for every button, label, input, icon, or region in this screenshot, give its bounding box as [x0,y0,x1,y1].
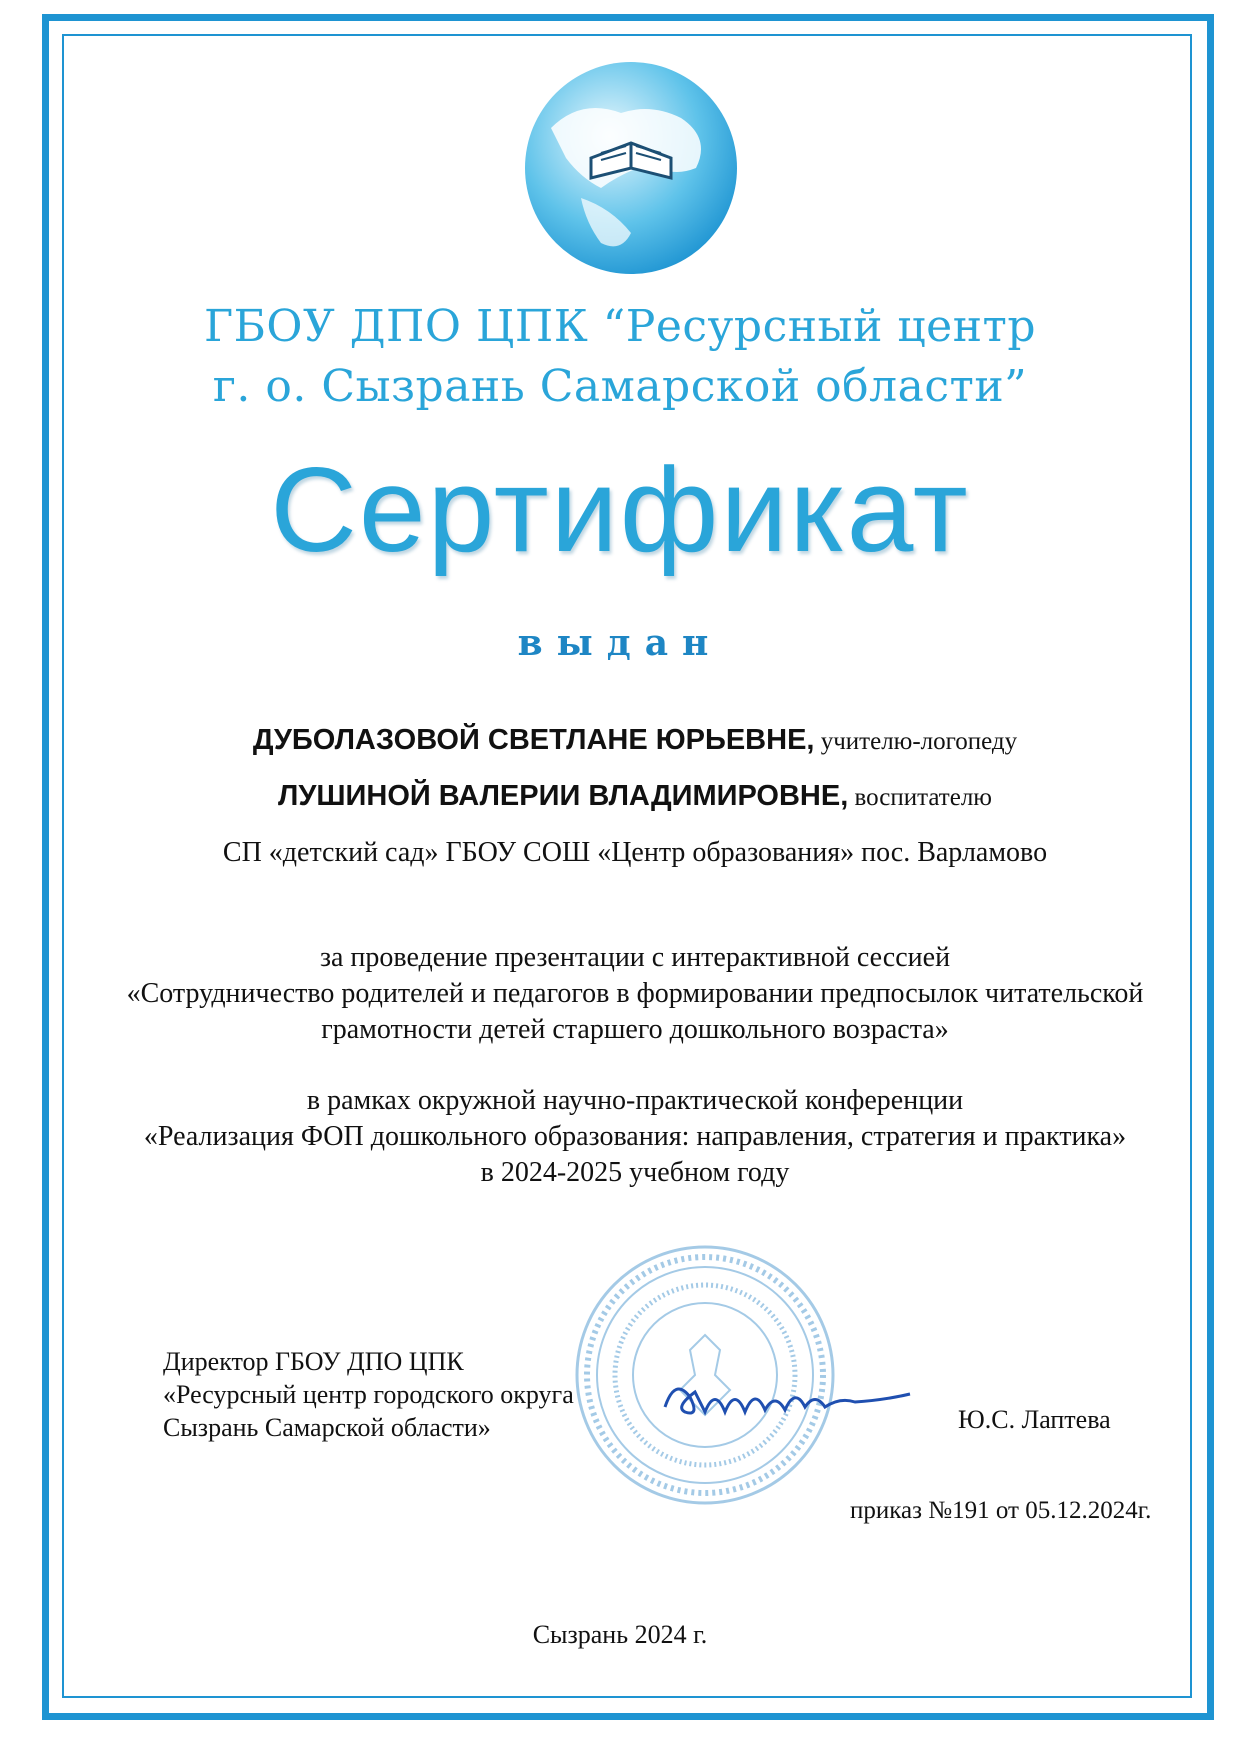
organization-line-1: ГБОУ ДПО ЦПК “Ресурсный центр [203,301,1037,352]
director-name: Ю.С. Лаптева [958,1405,1111,1434]
issued-label: выдан [517,622,723,664]
reason-line-2: «Сотрудничество родителей и педагогов в формировании предпосылок читательской [126,978,1144,1009]
director-title [163,1345,574,1444]
recipient-name: ДУБОЛАЗОВОЙ СВЕТЛАНЕ ЮРЬЕВНЕ, [252,724,815,756]
organization-line-2: г. о. Сызрань Самарской области” [212,361,1028,412]
recipient-2 [80,778,1190,816]
conference-line-1: в рамках окружной научно-практической конференции [306,1085,964,1116]
order-reference: приказ №191 от 05.12.2024г. [850,1497,1152,1524]
conference-line-2: «Реализация ФОП дошкольного образования: направления, стратегия и практика» [143,1121,1127,1152]
recipient-role: воспитателю [848,784,992,811]
certificate-title: Сертификат [270,443,970,577]
director-line-2: «Ресурсный центр городского округа [163,1380,574,1409]
signature [655,1372,915,1432]
director-line-1: Директор ГБОУ ДПО ЦПК [163,1347,464,1376]
recipient-role: учителю-логопеду [814,728,1018,755]
city-year: Сызрань 2024 г. [532,1620,708,1649]
institution: СП «детский сад» ГБОУ СОШ «Центр образования» пос. Варламово [222,837,1048,868]
recipient-name: ЛУШИНОЙ ВАЛЕРИИ ВЛАДИМИРОВНЕ, [278,780,849,812]
director-line-3: Сызрань Самарской области» [163,1413,491,1442]
recipient-1 [80,722,1190,760]
reason-line-1: за проведение презентации с интерактивной сессией [319,942,951,973]
conference-line-3: в 2024-2025 учебном году [480,1157,790,1188]
globe-book-logo [521,58,741,278]
reason-line-3: грамотности детей старшего дошкольного возраста» [321,1014,949,1045]
